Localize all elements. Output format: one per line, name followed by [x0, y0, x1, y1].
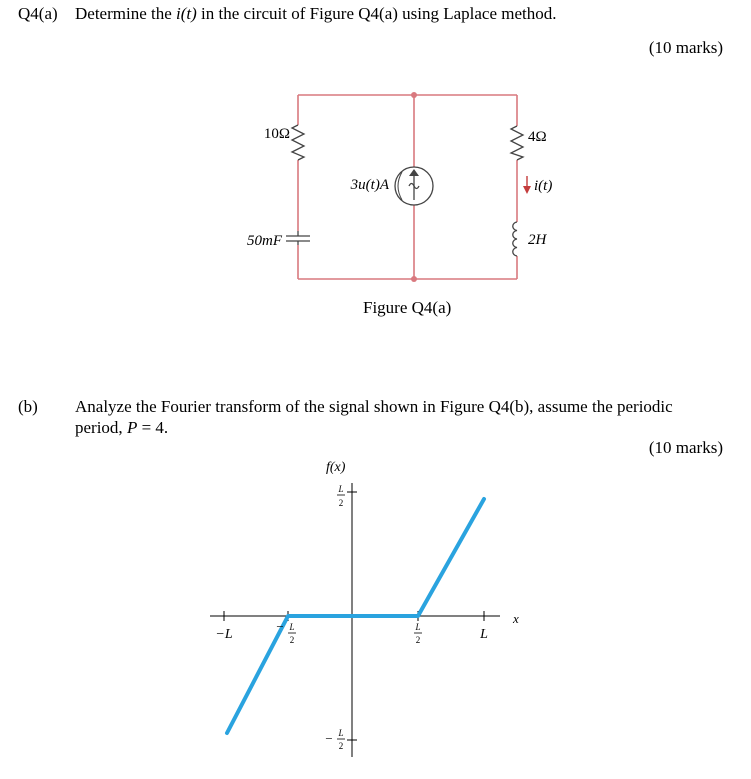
tick-label-pos-half	[414, 622, 422, 645]
pos-half-num: L	[415, 622, 421, 632]
tick-label-y-top	[337, 484, 345, 508]
source-arrow-up-icon	[409, 169, 419, 176]
y-bottom-num: L	[338, 728, 344, 738]
label-50mf: 50mF	[247, 233, 282, 249]
q4a-label: Q4(a)	[18, 4, 58, 23]
q4a-text-after: in the circuit of Figure Q4(a) using Laplace method.	[196, 4, 557, 23]
neg-half-sign: −	[276, 619, 284, 634]
junction-top	[411, 92, 417, 98]
q4b-var-p: P	[126, 418, 138, 437]
tick-label-pos-l: L	[480, 627, 488, 642]
neg-half-num: L	[289, 622, 295, 632]
label-10-ohm: 10Ω	[263, 126, 290, 142]
circuit-wires	[298, 95, 517, 279]
circuit-diagram	[0, 0, 751, 330]
q4b-line1: Analyze the Fourier transform of the signal shown in Figure Q4(b), assume the periodic	[75, 397, 673, 416]
y-top-den: 2	[338, 498, 344, 508]
label-source: 3u(t)A	[350, 177, 389, 193]
label-2h: 2H	[528, 232, 547, 248]
resistor-4-ohm	[511, 126, 523, 160]
current-arrow-down-icon	[523, 186, 531, 194]
y-top-num: L	[338, 484, 344, 494]
q4b-line2-pre: period,	[75, 418, 127, 437]
label-current: i(t)	[534, 178, 553, 194]
source-bracket	[398, 172, 402, 200]
label-x: x	[513, 611, 519, 626]
label-4-ohm: 4Ω	[528, 129, 547, 145]
figure-q4a-caption: Figure Q4(a)	[363, 298, 452, 317]
q4b-marks: (10 marks)	[648, 438, 723, 457]
junction-bottom	[411, 276, 417, 282]
y-bottom-den: 2	[338, 741, 344, 751]
resistor-10-ohm	[292, 125, 304, 160]
signal-plot	[0, 455, 751, 779]
q4a-math: i(t)	[176, 4, 197, 23]
y-bottom-sign: −	[325, 731, 333, 746]
tick-label-y-bottom	[325, 728, 345, 751]
q4a-text-before: Determine the	[75, 4, 177, 23]
q4b-label: (b)	[18, 397, 38, 416]
inductor-2h	[513, 222, 517, 256]
capacitor-50mf	[286, 231, 310, 245]
label-fx: f(x)	[326, 460, 346, 475]
q4b-line2	[75, 418, 168, 438]
pos-half-den: 2	[415, 635, 421, 645]
q4a-marks: (10 marks)	[648, 38, 723, 57]
q4b-line2-post: = 4.	[137, 418, 169, 437]
tick-label-neg-l: −L	[215, 627, 233, 642]
neg-half-den: 2	[289, 635, 295, 645]
